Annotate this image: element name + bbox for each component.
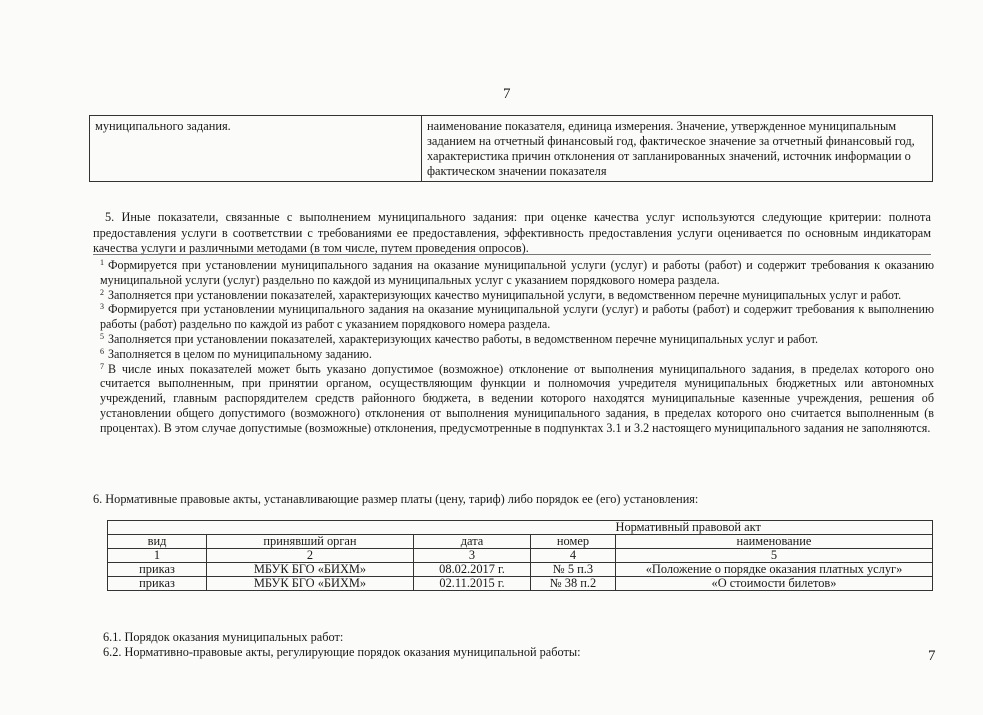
footnote [100,332,934,347]
page-number-bottom: 7 [928,648,936,664]
table-cell [108,521,616,535]
footnote [100,302,934,332]
table-cell: приказ [108,563,207,577]
table-cell: № 5 п.3 [531,563,616,577]
footnote [100,362,934,436]
table-cell: 3 [414,549,531,563]
footnote-text: Заполняется в целом по муниципальному заданию. [108,346,372,361]
footnote [100,347,934,362]
table-row [90,116,933,182]
table-cell: «Положение о порядке оказания платных услуг» [616,563,933,577]
table-cell: наименование показателя, единица измерения. Значение, утвержденное муниципальным заданием на отчетный финансовый год, фактическое значение за отчетный финансовый год, характеристика причин отклонения от запланированных значений, источник информации о фактическом значении показателя [422,116,933,182]
section-6-1-heading: 6.1. Порядок оказания муниципальных работ: [103,630,344,644]
footnotes [100,258,934,436]
footnote-text: Заполняется при установлении показателей, характеризующих качество работы, в ведомственном перечне муниципальных услуг и работ. [108,331,818,346]
table-cell: МБУК БГО «БИХМ» [207,563,414,577]
footnote-divider [93,254,931,255]
table-header: наименование [616,535,933,549]
table-cell: 4 [531,549,616,563]
section-6-2-heading: 6.2. Нормативно-правовые акты, регулирующие порядок оказания муниципальной работы: [103,645,581,659]
table-header: принявший орган [207,535,414,549]
page-number-top: 7 [503,86,511,102]
table-cell: 02.11.2015 г. [414,577,531,591]
table-row [108,521,933,535]
legal-acts-table [107,520,933,591]
footnote-mark: 1 [100,258,104,267]
footnote-mark: 7 [100,361,104,371]
table-row [108,563,933,577]
table-header: номер [531,535,616,549]
table-header: вид [108,535,207,549]
table-group-header: Нормативный правовой акт [616,521,933,535]
section-6-heading: 6. Нормативные правовые акты, устанавливающие размер платы (цену, тариф) либо порядок ее (его) установления: [93,492,699,506]
table-cell: 1 [108,549,207,563]
table-row [108,577,933,591]
table-cell: МБУК БГО «БИХМ» [207,577,414,591]
footnote-mark: 5 [100,331,104,341]
footnote-text: В числе иных показателей может быть указано допустимое (возможное) отклонение от выполнения муниципального задания, в пределах которого оно считается выполненным, при принятии органом, осуществляющим функции и полномочия учредителя муниципальных бюджетных или автономных учреждений, главным распорядителем средств районного бюджета, в ведении которого находятся муниципальные казенные учреждения, решения об установлении общего допустимого (возможного) отклонения от выполнения муниципального задания, в пределах которого оно считается выполненным (в процентах). В этом случае допустимые (возможные) отклонения, предусмотренные в подпунктах 3.1 и 3.2 настоящего муниципального задания не заполняются. [100,361,934,435]
footnote [100,258,934,288]
table-cell: «О стоимости билетов» [616,577,933,591]
table-cell: № 38 п.2 [531,577,616,591]
table-header-row [108,535,933,549]
footnote-text: Заполняется при установлении показателей, характеризующих качество муниципальной услуги, в ведомственном перечне муниципальных услуг и работ. [108,287,902,302]
footnote-mark: 3 [100,302,104,312]
table-cell: 5 [616,549,933,563]
table-cell: приказ [108,577,207,591]
footnote [100,288,934,303]
table-row [108,549,933,563]
table-header: дата [414,535,531,549]
table-cell: 2 [207,549,414,563]
section-5-paragraph: 5. Иные показатели, связанные с выполнением муниципального задания: при оценке качества услуг используются следующие критерии: полнота предоставления услуги в соответствии с требованиями ее предоставления, эффективность предоставления услуги оценивается по основным индикаторам качества услуги и различными методами (в том числе, путем проведения опросов). [93,210,931,255]
table-cell: муниципального задания. [90,116,422,182]
footnote-mark: 6 [100,346,104,356]
indicator-table [89,115,933,182]
table-cell: 08.02.2017 г. [414,563,531,577]
footnote-mark: 2 [100,287,104,297]
footnote-text: Формируется при установлении муниципального задания на оказание муниципальной услуги (услуг) и работы (работ) и содержит требования к оказанию муниципальной услуги (услуг) раздельно по каждой из муниципальных услуг с указанием порядкового номера раздела. [100,258,934,287]
footnote-text: Формируется при установлении муниципального задания на оказание муниципальной услуги (услуг) и работы (работ) и содержит требования к выполнению работы (работ) раздельно по каждой из работ с указанием порядкового номера раздела. [100,302,934,332]
